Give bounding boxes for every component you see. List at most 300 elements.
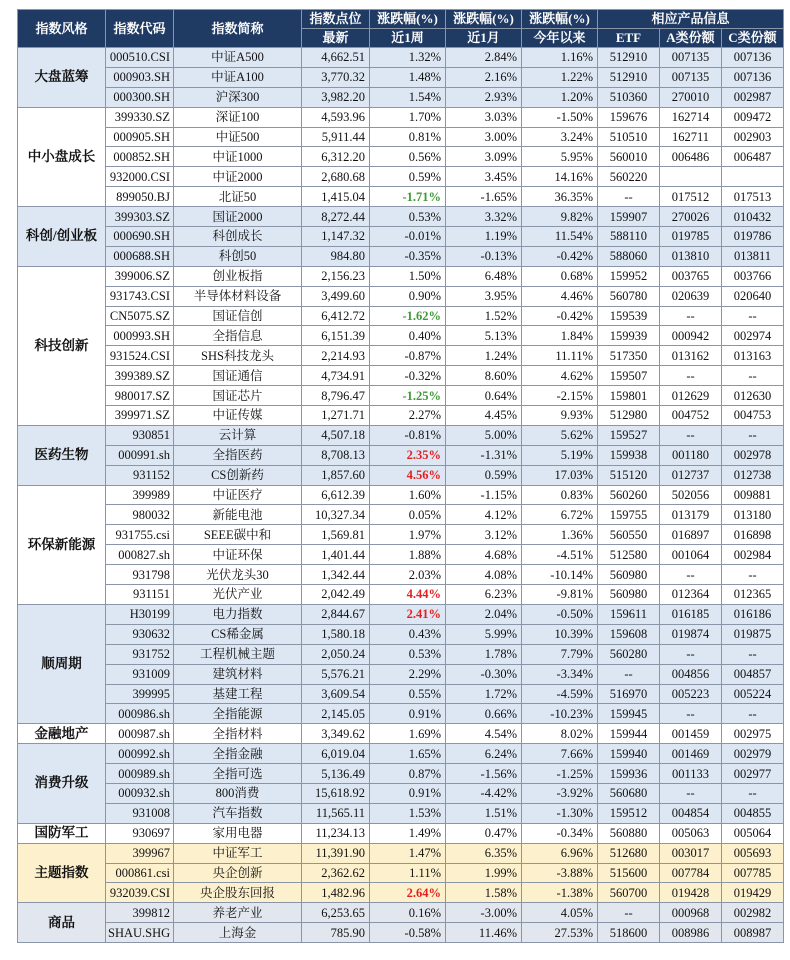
month-change-cell: -0.30% bbox=[446, 664, 522, 684]
week-change-cell: 0.55% bbox=[370, 684, 446, 704]
a-share-code-cell: 502056 bbox=[660, 485, 722, 505]
index-code-cell: 931009 bbox=[106, 664, 174, 684]
a-share-code-cell: 162714 bbox=[660, 107, 722, 127]
index-code-cell: 399812 bbox=[106, 903, 174, 923]
index-code-cell: 399303.SZ bbox=[106, 207, 174, 227]
points-cell: 4,734.91 bbox=[302, 366, 370, 386]
month-change-cell: 3.32% bbox=[446, 207, 522, 227]
month-change-cell: 3.12% bbox=[446, 525, 522, 545]
month-change-cell: 3.95% bbox=[446, 286, 522, 306]
index-name-cell: 全指医药 bbox=[174, 445, 302, 465]
table-row bbox=[18, 306, 784, 326]
c-share-code-cell: 002903 bbox=[722, 127, 784, 147]
index-name-cell: 光伏产业 bbox=[174, 585, 302, 605]
ytd-change-cell: 17.03% bbox=[522, 465, 598, 485]
c-share-code-cell: -- bbox=[722, 644, 784, 664]
index-name-cell: 国证通信 bbox=[174, 366, 302, 386]
table-row bbox=[18, 187, 784, 207]
ytd-change-cell: 1.84% bbox=[522, 326, 598, 346]
c-share-code-cell: -- bbox=[722, 783, 784, 803]
ytd-change-cell: -9.81% bbox=[522, 585, 598, 605]
points-cell: 6,412.72 bbox=[302, 306, 370, 326]
month-change-cell: 0.47% bbox=[446, 823, 522, 843]
points-cell: 4,662.51 bbox=[302, 48, 370, 68]
etf-code-cell: 560680 bbox=[598, 783, 660, 803]
index-name-cell: 国证芯片 bbox=[174, 386, 302, 406]
table-row bbox=[18, 863, 784, 883]
etf-code-cell: 588060 bbox=[598, 246, 660, 266]
index-code-cell: 980032 bbox=[106, 505, 174, 525]
a-share-code-cell: 012364 bbox=[660, 585, 722, 605]
c-share-code-cell: 019875 bbox=[722, 624, 784, 644]
index-name-cell: 养老产业 bbox=[174, 903, 302, 923]
etf-code-cell: 560280 bbox=[598, 644, 660, 664]
index-name-cell: 央企创新 bbox=[174, 863, 302, 883]
etf-code-cell: 560880 bbox=[598, 823, 660, 843]
table-row bbox=[18, 445, 784, 465]
month-change-cell: 6.23% bbox=[446, 585, 522, 605]
points-cell: 2,844.67 bbox=[302, 604, 370, 624]
c-share-code-cell: 004855 bbox=[722, 803, 784, 823]
table-header bbox=[18, 10, 784, 48]
ytd-change-cell: -1.50% bbox=[522, 107, 598, 127]
points-cell: 1,415.04 bbox=[302, 187, 370, 207]
ytd-change-cell: 3.24% bbox=[522, 127, 598, 147]
etf-code-cell: 159512 bbox=[598, 803, 660, 823]
style-group-cell: 医药生物 bbox=[18, 425, 106, 485]
month-change-cell: 0.66% bbox=[446, 704, 522, 724]
week-change-cell: 0.59% bbox=[370, 167, 446, 187]
table-row bbox=[18, 883, 784, 903]
etf-code-cell: 159952 bbox=[598, 266, 660, 286]
index-code-cell: 399006.SZ bbox=[106, 266, 174, 286]
c-share-code-cell: 002974 bbox=[722, 326, 784, 346]
c-share-code-cell: 004857 bbox=[722, 664, 784, 684]
month-change-cell: 4.54% bbox=[446, 724, 522, 744]
week-change-cell: 0.05% bbox=[370, 505, 446, 525]
index-code-cell: 931151 bbox=[106, 585, 174, 605]
month-change-cell: 6.24% bbox=[446, 744, 522, 764]
style-group-cell: 科技创新 bbox=[18, 266, 106, 425]
week-change-cell: -0.01% bbox=[370, 227, 446, 247]
month-change-cell: 3.09% bbox=[446, 147, 522, 167]
index-name-cell: 基建工程 bbox=[174, 684, 302, 704]
style-group-cell: 大盘蓝筹 bbox=[18, 48, 106, 108]
a-share-code-cell: -- bbox=[660, 425, 722, 445]
week-change-cell: 0.91% bbox=[370, 783, 446, 803]
points-cell: 1,342.44 bbox=[302, 565, 370, 585]
ytd-change-cell: 5.95% bbox=[522, 147, 598, 167]
header-chg-month: 近1月 bbox=[446, 29, 522, 48]
etf-code-cell: 159936 bbox=[598, 764, 660, 784]
c-share-code-cell: 002978 bbox=[722, 445, 784, 465]
a-share-code-cell: 270026 bbox=[660, 207, 722, 227]
table-body bbox=[18, 48, 784, 943]
table-row bbox=[18, 744, 784, 764]
week-change-cell: 1.54% bbox=[370, 87, 446, 107]
index-name-cell: 央企股东回报 bbox=[174, 883, 302, 903]
etf-code-cell: 518600 bbox=[598, 923, 660, 943]
index-name-cell: 家用电器 bbox=[174, 823, 302, 843]
index-name-cell: 国证信创 bbox=[174, 306, 302, 326]
c-share-code-cell bbox=[722, 167, 784, 187]
etf-code-cell: 510510 bbox=[598, 127, 660, 147]
ytd-change-cell: -3.34% bbox=[522, 664, 598, 684]
table-row bbox=[18, 246, 784, 266]
index-code-cell: 399967 bbox=[106, 843, 174, 863]
c-share-code-cell: 002982 bbox=[722, 903, 784, 923]
index-code-cell: 000989.sh bbox=[106, 764, 174, 784]
style-group-cell: 科创/创业板 bbox=[18, 207, 106, 267]
header-chg-ytd: 今年以来 bbox=[522, 29, 598, 48]
table-row bbox=[18, 286, 784, 306]
week-change-cell: 0.40% bbox=[370, 326, 446, 346]
ytd-change-cell: 36.35% bbox=[522, 187, 598, 207]
index-code-cell: 899050.BJ bbox=[106, 187, 174, 207]
index-code-cell: 000993.SH bbox=[106, 326, 174, 346]
month-change-cell: 4.68% bbox=[446, 545, 522, 565]
index-name-cell: 科创成长 bbox=[174, 227, 302, 247]
week-change-cell: 0.43% bbox=[370, 624, 446, 644]
etf-code-cell: 515600 bbox=[598, 863, 660, 883]
etf-code-cell: 560700 bbox=[598, 883, 660, 903]
month-change-cell: -1.31% bbox=[446, 445, 522, 465]
index-name-cell: 沪深300 bbox=[174, 87, 302, 107]
a-share-code-cell: 007784 bbox=[660, 863, 722, 883]
table-row bbox=[18, 823, 784, 843]
month-change-cell: 2.84% bbox=[446, 48, 522, 68]
ytd-change-cell: 4.46% bbox=[522, 286, 598, 306]
a-share-code-cell: 013162 bbox=[660, 346, 722, 366]
points-cell: 8,796.47 bbox=[302, 386, 370, 406]
ytd-change-cell: 1.36% bbox=[522, 525, 598, 545]
etf-code-cell: 159944 bbox=[598, 724, 660, 744]
c-share-code-cell: 009472 bbox=[722, 107, 784, 127]
ytd-change-cell: -0.34% bbox=[522, 823, 598, 843]
index-code-cell: H30199 bbox=[106, 604, 174, 624]
ytd-change-cell: 7.79% bbox=[522, 644, 598, 664]
a-share-code-cell: -- bbox=[660, 306, 722, 326]
table-row bbox=[18, 386, 784, 406]
week-change-cell: 1.88% bbox=[370, 545, 446, 565]
points-cell: 1,569.81 bbox=[302, 525, 370, 545]
c-share-code-cell: -- bbox=[722, 565, 784, 585]
index-name-cell: 中证医疗 bbox=[174, 485, 302, 505]
table-row bbox=[18, 903, 784, 923]
ytd-change-cell: 11.11% bbox=[522, 346, 598, 366]
points-cell: 1,580.18 bbox=[302, 624, 370, 644]
ytd-change-cell: -3.92% bbox=[522, 783, 598, 803]
index-name-cell: 深证100 bbox=[174, 107, 302, 127]
points-cell: 785.90 bbox=[302, 923, 370, 943]
c-share-code-cell: -- bbox=[722, 704, 784, 724]
a-share-code-cell: 019874 bbox=[660, 624, 722, 644]
index-code-cell: 931743.CSI bbox=[106, 286, 174, 306]
etf-code-cell: 515120 bbox=[598, 465, 660, 485]
etf-code-cell: 560780 bbox=[598, 286, 660, 306]
table-row bbox=[18, 505, 784, 525]
index-code-cell: 000690.SH bbox=[106, 227, 174, 247]
index-code-cell: 000992.sh bbox=[106, 744, 174, 764]
index-name-cell: 全指能源 bbox=[174, 704, 302, 724]
table-row bbox=[18, 604, 784, 624]
c-share-code-cell: 013163 bbox=[722, 346, 784, 366]
etf-code-cell: 510360 bbox=[598, 87, 660, 107]
etf-code-cell: 560220 bbox=[598, 167, 660, 187]
header-c-share: C类份额 bbox=[722, 29, 784, 48]
week-change-cell: 0.53% bbox=[370, 644, 446, 664]
points-cell: 1,401.44 bbox=[302, 545, 370, 565]
week-change-cell: 1.60% bbox=[370, 485, 446, 505]
month-change-cell: 5.99% bbox=[446, 624, 522, 644]
a-share-code-cell: 005063 bbox=[660, 823, 722, 843]
points-cell: 1,271.71 bbox=[302, 406, 370, 426]
header-points-top: 指数点位 bbox=[302, 10, 370, 29]
table-row bbox=[18, 803, 784, 823]
table-row bbox=[18, 147, 784, 167]
week-change-cell: 0.53% bbox=[370, 207, 446, 227]
index-code-cell: 000510.CSI bbox=[106, 48, 174, 68]
week-change-cell: -0.58% bbox=[370, 923, 446, 943]
index-code-cell: 980017.SZ bbox=[106, 386, 174, 406]
etf-code-cell: 159608 bbox=[598, 624, 660, 644]
c-share-code-cell: 002975 bbox=[722, 724, 784, 744]
style-group-cell: 顺周期 bbox=[18, 604, 106, 723]
week-change-cell: -0.32% bbox=[370, 366, 446, 386]
c-share-code-cell: 010432 bbox=[722, 207, 784, 227]
points-cell: 2,680.68 bbox=[302, 167, 370, 187]
table-row bbox=[18, 923, 784, 943]
style-group-cell: 国防军工 bbox=[18, 823, 106, 843]
month-change-cell: 8.60% bbox=[446, 366, 522, 386]
style-group-cell: 主题指数 bbox=[18, 843, 106, 903]
ytd-change-cell: -0.42% bbox=[522, 246, 598, 266]
a-share-code-cell: 020639 bbox=[660, 286, 722, 306]
ytd-change-cell: 5.62% bbox=[522, 425, 598, 445]
index-code-cell: 399971.SZ bbox=[106, 406, 174, 426]
a-share-code-cell: -- bbox=[660, 565, 722, 585]
c-share-code-cell: 002979 bbox=[722, 744, 784, 764]
month-change-cell: 1.51% bbox=[446, 803, 522, 823]
points-cell: 11,565.11 bbox=[302, 803, 370, 823]
week-change-cell: 1.53% bbox=[370, 803, 446, 823]
month-change-cell: 1.78% bbox=[446, 644, 522, 664]
index-code-cell: 930697 bbox=[106, 823, 174, 843]
points-cell: 3,499.60 bbox=[302, 286, 370, 306]
table-row bbox=[18, 227, 784, 247]
index-code-cell: 931755.csi bbox=[106, 525, 174, 545]
week-change-cell: 4.44% bbox=[370, 585, 446, 605]
points-cell: 6,151.39 bbox=[302, 326, 370, 346]
table-row bbox=[18, 67, 784, 87]
a-share-code-cell: 001133 bbox=[660, 764, 722, 784]
points-cell: 3,609.54 bbox=[302, 684, 370, 704]
points-cell: 2,145.05 bbox=[302, 704, 370, 724]
month-change-cell: -1.15% bbox=[446, 485, 522, 505]
month-change-cell: -0.13% bbox=[446, 246, 522, 266]
table-row bbox=[18, 664, 784, 684]
a-share-code-cell: 004752 bbox=[660, 406, 722, 426]
index-performance-sheet bbox=[17, 9, 783, 943]
header-name: 指数简称 bbox=[174, 10, 302, 48]
index-name-cell: SHS科技龙头 bbox=[174, 346, 302, 366]
a-share-code-cell: 017512 bbox=[660, 187, 722, 207]
c-share-code-cell: 019429 bbox=[722, 883, 784, 903]
index-code-cell: 000300.SH bbox=[106, 87, 174, 107]
ytd-change-cell: 1.16% bbox=[522, 48, 598, 68]
etf-code-cell: 512910 bbox=[598, 48, 660, 68]
etf-code-cell: 516970 bbox=[598, 684, 660, 704]
week-change-cell: -1.71% bbox=[370, 187, 446, 207]
week-change-cell: 2.29% bbox=[370, 664, 446, 684]
etf-code-cell: 159945 bbox=[598, 704, 660, 724]
table-row bbox=[18, 366, 784, 386]
etf-code-cell: 159801 bbox=[598, 386, 660, 406]
index-code-cell: SHAU.SHG bbox=[106, 923, 174, 943]
a-share-code-cell: 007135 bbox=[660, 48, 722, 68]
week-change-cell: 2.35% bbox=[370, 445, 446, 465]
table-row bbox=[18, 843, 784, 863]
etf-code-cell: 560980 bbox=[598, 565, 660, 585]
index-code-cell: 000852.SH bbox=[106, 147, 174, 167]
ytd-change-cell: -2.15% bbox=[522, 386, 598, 406]
ytd-change-cell: 9.82% bbox=[522, 207, 598, 227]
c-share-code-cell: 016186 bbox=[722, 604, 784, 624]
ytd-change-cell: 11.54% bbox=[522, 227, 598, 247]
index-code-cell: 000861.csi bbox=[106, 863, 174, 883]
c-share-code-cell: -- bbox=[722, 425, 784, 445]
header-code: 指数代码 bbox=[106, 10, 174, 48]
week-change-cell: 2.41% bbox=[370, 604, 446, 624]
week-change-cell: 1.47% bbox=[370, 843, 446, 863]
index-code-cell: 931798 bbox=[106, 565, 174, 585]
a-share-code-cell: 019428 bbox=[660, 883, 722, 903]
month-change-cell: 5.00% bbox=[446, 425, 522, 445]
etf-code-cell: 159939 bbox=[598, 326, 660, 346]
etf-code-cell: -- bbox=[598, 187, 660, 207]
a-share-code-cell: -- bbox=[660, 783, 722, 803]
c-share-code-cell: 003766 bbox=[722, 266, 784, 286]
table-row bbox=[18, 346, 784, 366]
c-share-code-cell: -- bbox=[722, 306, 784, 326]
month-change-cell: 5.13% bbox=[446, 326, 522, 346]
style-group-cell: 环保新能源 bbox=[18, 485, 106, 604]
week-change-cell: -1.25% bbox=[370, 386, 446, 406]
index-code-cell: 000986.sh bbox=[106, 704, 174, 724]
a-share-code-cell: -- bbox=[660, 644, 722, 664]
week-change-cell: 4.56% bbox=[370, 465, 446, 485]
header-chg-top-2: 涨跌幅(%) bbox=[446, 10, 522, 29]
c-share-code-cell: 013811 bbox=[722, 246, 784, 266]
index-code-cell: 399389.SZ bbox=[106, 366, 174, 386]
points-cell: 6,612.39 bbox=[302, 485, 370, 505]
month-change-cell: 3.45% bbox=[446, 167, 522, 187]
index-name-cell: 中证环保 bbox=[174, 545, 302, 565]
month-change-cell: 0.64% bbox=[446, 386, 522, 406]
etf-code-cell: 159938 bbox=[598, 445, 660, 465]
month-change-cell: 4.08% bbox=[446, 565, 522, 585]
c-share-code-cell: 008987 bbox=[722, 923, 784, 943]
a-share-code-cell: 004854 bbox=[660, 803, 722, 823]
a-share-code-cell: 008986 bbox=[660, 923, 722, 943]
index-code-cell: 930851 bbox=[106, 425, 174, 445]
points-cell: 984.80 bbox=[302, 246, 370, 266]
c-share-code-cell: 002977 bbox=[722, 764, 784, 784]
etf-code-cell: 588110 bbox=[598, 227, 660, 247]
week-change-cell: 0.16% bbox=[370, 903, 446, 923]
week-change-cell: 1.69% bbox=[370, 724, 446, 744]
points-cell: 2,214.93 bbox=[302, 346, 370, 366]
etf-code-cell: 159755 bbox=[598, 505, 660, 525]
week-change-cell: -0.81% bbox=[370, 425, 446, 445]
header-etf: ETF bbox=[598, 29, 660, 48]
a-share-code-cell: 004856 bbox=[660, 664, 722, 684]
table-row bbox=[18, 485, 784, 505]
month-change-cell: 0.59% bbox=[446, 465, 522, 485]
etf-code-cell: 560550 bbox=[598, 525, 660, 545]
ytd-change-cell: 1.22% bbox=[522, 67, 598, 87]
week-change-cell: 1.70% bbox=[370, 107, 446, 127]
table-row bbox=[18, 644, 784, 664]
points-cell: 4,507.18 bbox=[302, 425, 370, 445]
c-share-code-cell: -- bbox=[722, 366, 784, 386]
index-code-cell: CN5075.SZ bbox=[106, 306, 174, 326]
index-code-cell: 399995 bbox=[106, 684, 174, 704]
etf-code-cell: 159611 bbox=[598, 604, 660, 624]
ytd-change-cell: 7.66% bbox=[522, 744, 598, 764]
points-cell: 11,391.90 bbox=[302, 843, 370, 863]
ytd-change-cell: 10.39% bbox=[522, 624, 598, 644]
a-share-code-cell: 270010 bbox=[660, 87, 722, 107]
index-code-cell: 931008 bbox=[106, 803, 174, 823]
points-cell: 11,234.13 bbox=[302, 823, 370, 843]
c-share-code-cell: 006487 bbox=[722, 147, 784, 167]
index-name-cell: 中证2000 bbox=[174, 167, 302, 187]
points-cell: 6,312.20 bbox=[302, 147, 370, 167]
month-change-cell: -1.56% bbox=[446, 764, 522, 784]
a-share-code-cell: 016185 bbox=[660, 604, 722, 624]
month-change-cell: 1.52% bbox=[446, 306, 522, 326]
index-code-cell: 000987.sh bbox=[106, 724, 174, 744]
month-change-cell: 11.46% bbox=[446, 923, 522, 943]
etf-code-cell: 512910 bbox=[598, 67, 660, 87]
index-name-cell: 汽车指数 bbox=[174, 803, 302, 823]
week-change-cell: 0.87% bbox=[370, 764, 446, 784]
table-row bbox=[18, 87, 784, 107]
table-row bbox=[18, 127, 784, 147]
index-name-cell: 全指金融 bbox=[174, 744, 302, 764]
ytd-change-cell: 14.16% bbox=[522, 167, 598, 187]
month-change-cell: 2.04% bbox=[446, 604, 522, 624]
table-row bbox=[18, 406, 784, 426]
a-share-code-cell: 013810 bbox=[660, 246, 722, 266]
index-name-cell: 中证军工 bbox=[174, 843, 302, 863]
month-change-cell: -3.00% bbox=[446, 903, 522, 923]
a-share-code-cell: 005223 bbox=[660, 684, 722, 704]
index-code-cell: 000932.sh bbox=[106, 783, 174, 803]
a-share-code-cell: 006486 bbox=[660, 147, 722, 167]
week-change-cell: -0.87% bbox=[370, 346, 446, 366]
index-name-cell: 半导体材料设备 bbox=[174, 286, 302, 306]
a-share-code-cell: -- bbox=[660, 704, 722, 724]
etf-code-cell: 159507 bbox=[598, 366, 660, 386]
header-chg-week: 近1周 bbox=[370, 29, 446, 48]
month-change-cell: 2.93% bbox=[446, 87, 522, 107]
month-change-cell: 1.19% bbox=[446, 227, 522, 247]
a-share-code-cell: 162711 bbox=[660, 127, 722, 147]
points-cell: 2,362.62 bbox=[302, 863, 370, 883]
month-change-cell: -1.65% bbox=[446, 187, 522, 207]
